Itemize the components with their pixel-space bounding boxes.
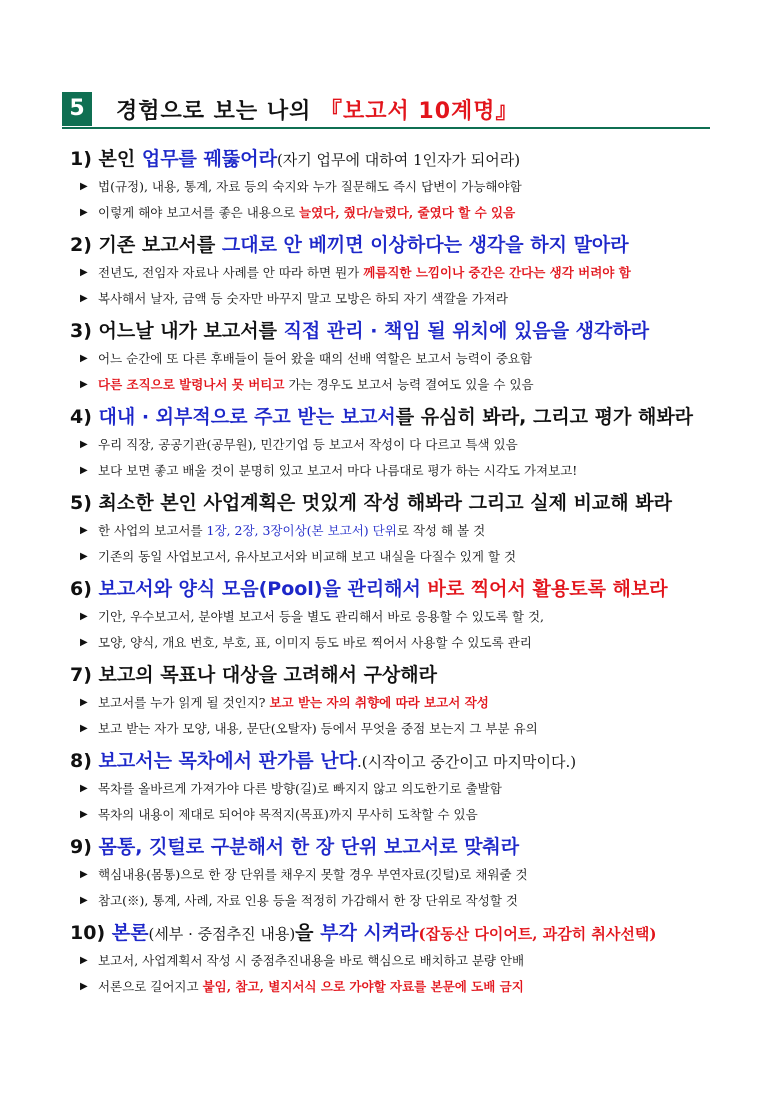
- rule-title-segment: 부각 시켜라: [320, 922, 419, 944]
- bullet-text-segment: 전년도, 전임자 자료나 사례를 안 따라 하면 뭔가: [98, 265, 364, 280]
- rule-title-segment: 2) 기존 보고서를: [70, 234, 222, 256]
- rule-bullets: [80, 346, 720, 398]
- triangle-bullet-icon: ▶: [80, 551, 88, 562]
- bullet-text-segment: 참고(※), 통계, 사례, 자료 인용 등을 적정히 가감해서 한 장 단위로 작성할 것: [98, 893, 518, 908]
- rule-title-segment: 대내 · 외부적으로 주고 받는 보고서: [98, 406, 396, 428]
- rule-section: [70, 918, 720, 1000]
- bullet-item: [80, 432, 720, 458]
- title-plain: 경험으로 보는 나의: [116, 99, 312, 124]
- triangle-bullet-icon: ▶: [80, 207, 88, 218]
- bullet-item: [80, 776, 720, 802]
- bullet-text-segment: 어느 순간에 또 다른 후배들이 들어 왔을 때의 선배 역할은 보고서 능력이 중요함: [98, 351, 533, 366]
- rule-bullets: [80, 776, 720, 828]
- rule-title-segment: 4): [70, 406, 99, 428]
- triangle-bullet-icon: ▶: [80, 723, 88, 734]
- bullet-item: [80, 174, 720, 200]
- rule-title-segment: 7) 보고의 목표나 대상을 고려해서 구상해라: [70, 664, 437, 686]
- triangle-bullet-icon: ▶: [80, 525, 88, 536]
- bullet-text-segment: 복사해서 날자, 금액 등 숫자만 바꾸지 말고 모방은 하되 자기 색깔을 가져라: [98, 291, 508, 306]
- rule-section: [70, 488, 720, 570]
- rule-title-segment: 5) 최소한 본인 사업계획은 멋있게 작성 해봐라 그리고 실제 비교해 봐라: [70, 492, 672, 514]
- bullet-text-segment: 핵심내용(몸통)으로 한 장 단위를 채우지 못할 경우 부연자료(깃털)로 채워줄 것: [98, 867, 528, 882]
- triangle-bullet-icon: ▶: [80, 379, 88, 390]
- triangle-bullet-icon: ▶: [80, 353, 88, 364]
- bullet-text-segment: 보고 받는 자가 모양, 내용, 문단(오탈자) 등에서 무엇을 중점 보는지 그 부분 유의: [98, 721, 538, 736]
- rule-title: [70, 832, 720, 862]
- rule-title-segment: 직접 관리 · 책임 될 위치에 있음을 생각하라: [283, 320, 650, 342]
- bullet-text-segment: 붙임, 참고, 별지서식 으로 가야할 자료를 본문에 도배 금지: [202, 979, 524, 994]
- rule-bullets: [80, 174, 720, 226]
- bullet-item: [80, 690, 720, 716]
- triangle-bullet-icon: ▶: [80, 809, 88, 820]
- bullet-text-segment: 보고서, 사업계획서 작성 시 중점추진내용을 바로 핵심으로 배치하고 분량 안배: [98, 953, 525, 968]
- rule-title-segment: 8): [70, 750, 99, 772]
- bullet-item: [80, 802, 720, 828]
- bullet-text-segment: 한 사업의 보고서를: [98, 523, 207, 538]
- rule-section: [70, 746, 720, 828]
- rule-title-segment: 몸통, 깃털로 구분해서 한 장 단위 보고서로 맞춰라: [98, 836, 520, 858]
- bullet-text-segment: 서론으로 길어지고: [98, 979, 203, 994]
- rule-title-segment: (자기 업무에 대하여 1인자가 되어라): [276, 151, 521, 169]
- bullet-text-segment: 로 작성 해 볼 것: [396, 523, 486, 538]
- bullet-text-segment: 가는 경우도 보고서 능력 결여도 있을 수 있음: [284, 377, 534, 392]
- rule-title: [70, 488, 720, 518]
- rule-title-segment: 바로 찍어서 활용토록 해보라: [420, 578, 668, 600]
- triangle-bullet-icon: ▶: [80, 869, 88, 880]
- bullet-text-segment: 보고 받는 자의 취향에 따라 보고서 작성: [269, 695, 489, 710]
- rule-bullets: [80, 432, 720, 484]
- bullet-item: [80, 260, 720, 286]
- rule-title-segment: 1) 본인: [70, 148, 142, 170]
- bullet-item: [80, 604, 720, 630]
- rule-title-segment: 그대로 안 베끼면 이상하다는 생각을 하지 말아라: [221, 234, 629, 256]
- triangle-bullet-icon: ▶: [80, 439, 88, 450]
- triangle-bullet-icon: ▶: [80, 981, 88, 992]
- rule-title: [70, 660, 720, 690]
- rule-title-segment: .(시작이고 중간이고 마지막이다.): [356, 753, 577, 771]
- rule-section: [70, 574, 720, 656]
- rule-section: [70, 402, 720, 484]
- rule-title-segment: 보고서는 목차에서 판가름 난다: [98, 750, 357, 772]
- section-number-badge: 5: [62, 92, 92, 126]
- bullet-text-segment: 이렇게 해야 보고서를 좋은 내용으로: [98, 205, 299, 220]
- rule-title: [70, 230, 720, 260]
- rule-bullets: [80, 518, 720, 570]
- bullet-text-segment: 다른 조직으로 발령나서 못 버티고: [98, 377, 285, 392]
- rule-title: [70, 574, 720, 604]
- rule-title-segment: 업무를 꿰뚫어라: [141, 148, 277, 170]
- bullet-text-segment: 목차의 내용이 제대로 되어야 목적지(목표)까지 무사히 도착할 수 있음: [98, 807, 478, 822]
- rule-title-segment: 을: [295, 922, 321, 944]
- rule-title: [70, 402, 720, 432]
- bullet-item: [80, 948, 720, 974]
- bullet-text-segment: 법(규정), 내용, 통계, 자료 등의 숙지와 누가 질문해도 즉시 답변이 가능해야함: [98, 179, 522, 194]
- title-accent: 『보고서 10계명』: [320, 99, 519, 124]
- rules-list: [70, 144, 720, 1004]
- bullet-item: [80, 372, 720, 398]
- rule-title: [70, 746, 720, 776]
- rule-title-segment: 를 유심히 봐라, 그리고 평가 해봐라: [395, 406, 694, 428]
- bullet-text-segment: 모양, 양식, 개요 번호, 부호, 표, 이미지 등도 바로 찍어서 사용할 수 있도록 관리: [98, 635, 532, 650]
- rule-section: [70, 144, 720, 226]
- rule-title-segment: 3) 어느날 내가 보고서를: [70, 320, 284, 342]
- bullet-item: [80, 862, 720, 888]
- rule-title-segment: (잡동산 다이어트, 과감히 취사선택): [418, 925, 657, 943]
- triangle-bullet-icon: ▶: [80, 181, 88, 192]
- header-underline: [62, 127, 710, 129]
- triangle-bullet-icon: ▶: [80, 465, 88, 476]
- rule-section: [70, 660, 720, 742]
- bullet-item: [80, 974, 720, 1000]
- rule-section: [70, 230, 720, 312]
- bullet-text-segment: 보고서를 누가 읽게 될 것인지?: [98, 695, 270, 710]
- triangle-bullet-icon: ▶: [80, 611, 88, 622]
- bullet-text-segment: 기존의 동일 사업보고서, 유사보고서와 비교해 보고 내실을 다질수 있게 할 것: [98, 549, 517, 564]
- triangle-bullet-icon: ▶: [80, 637, 88, 648]
- bullet-item: [80, 458, 720, 484]
- triangle-bullet-icon: ▶: [80, 955, 88, 966]
- rule-title-segment: 보고서와 양식 모음(Pool)을 관리해서: [98, 578, 421, 600]
- bullet-text-segment: 목차를 올바르게 가져가야 다른 방향(길)로 빠지지 않고 의도한기로 출발함: [98, 781, 502, 796]
- triangle-bullet-icon: ▶: [80, 783, 88, 794]
- bullet-item: [80, 716, 720, 742]
- triangle-bullet-icon: ▶: [80, 697, 88, 708]
- rule-bullets: [80, 690, 720, 742]
- bullet-item: [80, 888, 720, 914]
- rule-bullets: [80, 604, 720, 656]
- bullet-text-segment: 께름직한 느낌이나 중간은 간다는 생각 버려야 함: [363, 265, 631, 280]
- rule-title: [70, 918, 720, 948]
- rule-title: [70, 316, 720, 346]
- bullet-text-segment: 보다 보면 좋고 배울 것이 분명히 있고 보고서 마다 나름대로 평가 하는 시각도 가져보고!: [98, 463, 578, 478]
- rule-title-segment: 6): [70, 578, 99, 600]
- page-header: [62, 92, 710, 128]
- triangle-bullet-icon: ▶: [80, 895, 88, 906]
- rule-section: [70, 316, 720, 398]
- bullet-item: [80, 518, 720, 544]
- rule-title-segment: 10): [70, 922, 112, 944]
- rule-title-segment: 본론: [111, 922, 149, 944]
- bullet-item: [80, 286, 720, 312]
- bullet-item: [80, 200, 720, 226]
- bullet-item: [80, 346, 720, 372]
- rule-title-segment: (세부 · 중점추진 내용): [148, 925, 296, 943]
- bullet-text-segment: 기안, 우수보고서, 분야별 보고서 등을 별도 관리해서 바로 응용할 수 있도록 할 것,: [98, 609, 545, 624]
- bullet-text-segment: 1장, 2장, 3장이상(본 보고서) 단위: [206, 523, 397, 538]
- bullet-item: [80, 544, 720, 570]
- triangle-bullet-icon: ▶: [80, 293, 88, 304]
- bullet-item: [80, 630, 720, 656]
- bullet-text-segment: 우리 직장, 공공기관(공무원), 민간기업 등 보고서 작성이 다 다르고 특색 있음: [98, 437, 518, 452]
- triangle-bullet-icon: ▶: [80, 267, 88, 278]
- rule-title-segment: 9): [70, 836, 99, 858]
- rule-title: [70, 144, 720, 174]
- rule-bullets: [80, 948, 720, 1000]
- bullet-text-segment: 늘였다, 줬다/늘렸다, 줄였다 할 수 있음: [299, 205, 516, 220]
- page-title: [116, 94, 519, 125]
- rule-section: [70, 832, 720, 914]
- rule-bullets: [80, 862, 720, 914]
- rule-bullets: [80, 260, 720, 312]
